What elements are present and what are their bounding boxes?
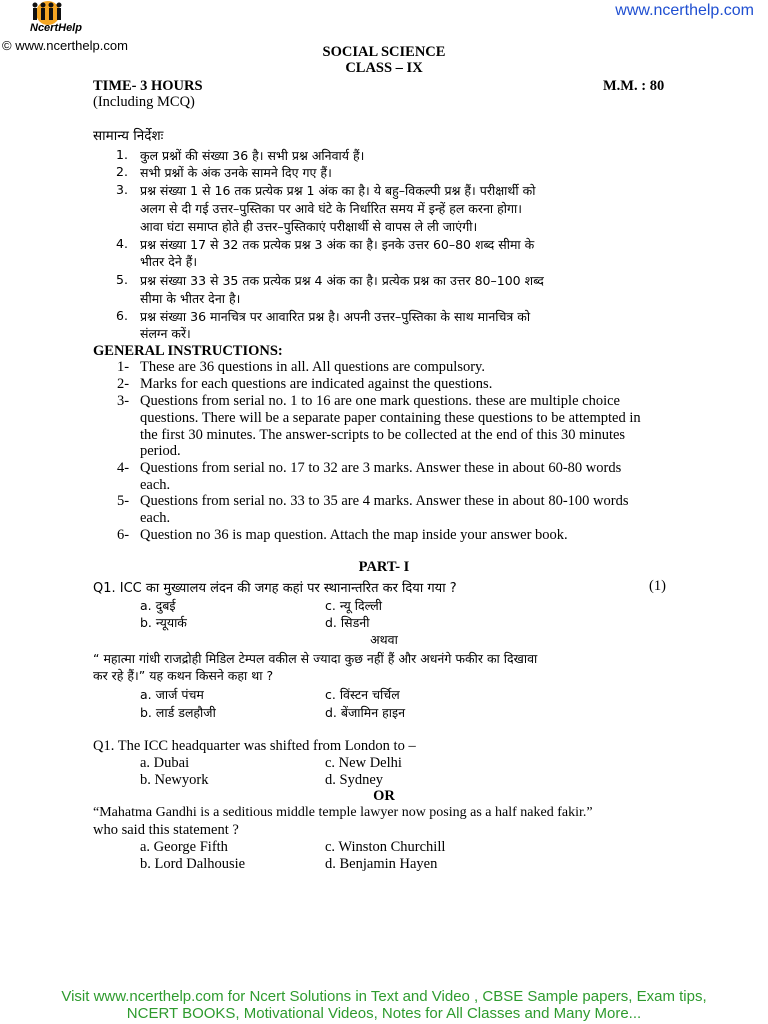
hindi-item-3-line: अलग से दी गई उत्तर–पुस्तिका पर आवे घंटे के निर्धारित समय में इन्हें हल करना होगा।: [140, 201, 523, 216]
q1-english-alt-line1: “Mahatma Gandhi is a seditious middle temple lawyer now posing as a half naked fakir.”: [93, 805, 593, 820]
max-marks: M.M. : 80: [603, 78, 665, 94]
site-logo[interactable]: [8, 0, 118, 40]
hindi-item-5-line: प्रश्न संख्या 33 से 35 तक प्रत्येक प्रश्न 4 अंक का है। प्रत्येक प्रश्न का उत्तर 80–100 शब्द: [140, 273, 544, 288]
q1-english-opt-c: c. New Delhi: [325, 755, 402, 771]
q1-english-or: OR: [373, 788, 395, 804]
class-title: CLASS – IX: [345, 60, 423, 76]
q1-english-alt-line2: who said this statement ?: [93, 822, 239, 838]
q1-hindi-opt-a: a. दुबई: [140, 598, 176, 613]
hindi-item-6-num: 6.: [116, 308, 128, 323]
general-item-3-line: period.: [140, 443, 181, 459]
general-item-3-line: the first 30 minutes. The answer-scripts to be collected at the end of this 30 minutes: [140, 427, 626, 443]
part-heading: PART- I: [358, 559, 410, 575]
q1-hindi-or: अथवा: [370, 632, 398, 647]
hindi-item-6-line: प्रश्न संख्या 36 मानचित्र पर आवारित प्रश्न है। अपनी उत्तर–पुस्तिका के साथ मानचित्र को: [140, 309, 531, 324]
general-instructions-heading: GENERAL INSTRUCTIONS:: [93, 343, 283, 359]
q1-marks: (1): [649, 578, 666, 594]
general-item-3-num: 3-: [117, 393, 130, 409]
site-link-left[interactable]: © www.ncerthelp.com: [2, 38, 128, 53]
q1-english-alt-opt-b: b. Lord Dalhousie: [140, 856, 246, 872]
logo-text: NcertHelp: [30, 22, 82, 34]
footer-line-2[interactable]: NCERT BOOKS, Motivational Videos, Notes for All Classes and Many More...: [126, 1005, 642, 1022]
time-label: TIME- 3 HOURS: [93, 78, 203, 94]
footer-line-1[interactable]: Visit www.ncerthelp.com for Ncert Solutions in Text and Video , CBSE Sample papers, Exam tips,: [61, 988, 707, 1005]
q1-hindi-alt-opt-c: c. विंस्टन चर्चिल: [325, 687, 400, 702]
q1-hindi-alt-opt-a: a. जार्ज पंचम: [140, 687, 204, 702]
q1-hindi-alt-opt-b: b. लार्ड डलहौजी: [140, 705, 216, 720]
hindi-item-6-line: संलग्न करें।: [140, 326, 191, 341]
general-item-1-num: 1-: [117, 359, 130, 375]
q1-hindi-question: Q1. ICC का मुख्यालय लंदन की जगह कहां पर स्थानान्तरित कर दिया गया ?: [93, 581, 457, 596]
general-item-4-line: Questions from serial no. 17 to 32 are 3 marks. Answer these in about 60-80 words: [140, 460, 622, 476]
hindi-item-3-num: 3.: [116, 182, 128, 197]
q1-english-opt-a: a. Dubai: [140, 755, 190, 771]
general-item-5-line: each.: [140, 510, 171, 526]
general-item-4-num: 4-: [117, 460, 130, 476]
hindi-item-4-line: भीतर देने हैं।: [140, 254, 198, 269]
q1-hindi-opt-c: c. न्यू दिल्ली: [325, 598, 382, 613]
subject-title: SOCIAL SCIENCE: [322, 44, 446, 60]
q1-hindi-opt-b: b. न्यूयार्क: [140, 615, 187, 630]
q1-hindi-alt-opt-d: d. बेंजामिन हाइन: [325, 705, 406, 720]
q1-english-alt-opt-a: a. George Fifth: [140, 839, 228, 855]
q1-hindi-alt-line2: कर रहे हैं।” यह कथन किसने कहा था ?: [93, 668, 274, 683]
general-item-3-line: questions. There will be a separate paper containing these questions to be attempted in: [140, 410, 641, 426]
hindi-item-5-num: 5.: [116, 272, 128, 287]
mcq-note: (Including MCQ): [93, 94, 195, 110]
site-link-top[interactable]: www.ncerthelp.com: [615, 2, 754, 19]
hindi-item-4-num: 4.: [116, 236, 128, 251]
hindi-item-1-num: 1.: [116, 147, 128, 162]
general-item-4-line: each.: [140, 477, 171, 493]
q1-hindi-opt-d: d. सिडनी: [325, 615, 370, 630]
general-item-5-num: 5-: [117, 493, 130, 509]
hindi-item-3-line: आवा घंटा समाप्त होते ही उत्तर–पुस्तिकाएं परीक्षार्थी से वापस ले ली जाएंगी।: [140, 219, 478, 234]
general-item-1-line: These are 36 questions in all. All questions are compulsory.: [140, 359, 485, 375]
hindi-instructions-heading: सामान्य निर्देशः: [93, 128, 164, 144]
q1-english-alt-opt-c: c. Winston Churchill: [325, 839, 446, 855]
hindi-item-5-line: सीमा के भीतर देना है।: [140, 291, 241, 306]
q1-hindi-alt-line1: “ महात्मा गांधी राजद्रोही मिडिल टेम्पल वकील से ज्यादा कुछ नहीं हैं और अधनंगे फकीर का दिखावा: [93, 651, 538, 666]
q1-english-question: Q1. The ICC headquarter was shifted from London to –: [93, 738, 416, 754]
logo-graphic: [8, 0, 118, 40]
hindi-item-3-line: प्रश्न संख्या 1 से 16 तक प्रत्येक प्रश्न 1 अंक का है। ये बहु–विकल्पी प्रश्न हैं। परीक्षार्थी को: [140, 183, 536, 198]
general-item-6-line: Question no 36 is map question. Attach the map inside your answer book.: [140, 527, 568, 543]
q1-english-opt-d: d. Sydney: [325, 772, 383, 788]
q1-english-alt-opt-d: d. Benjamin Hayen: [325, 856, 438, 872]
general-item-2-num: 2-: [117, 376, 130, 392]
general-item-2-line: Marks for each questions are indicated against the questions.: [140, 376, 493, 392]
general-item-3-line: Questions from serial no. 1 to 16 are one mark questions. these are multiple choice: [140, 393, 620, 409]
hindi-item-2-num: 2.: [116, 164, 128, 179]
q1-english-opt-b: b. Newyork: [140, 772, 209, 788]
general-item-5-line: Questions from serial no. 33 to 35 are 4 marks. Answer these in about 80-100 words: [140, 493, 629, 509]
hindi-item-1-line: कुल प्रश्नों की संख्या 36 है। सभी प्रश्न अनिवार्य हैं।: [140, 148, 365, 163]
hindi-item-4-line: प्रश्न संख्या 17 से 32 तक प्रत्येक प्रश्न 3 अंक का है। इनके उत्तर 60–80 शब्द सीमा के: [140, 237, 535, 252]
general-item-6-num: 6-: [117, 527, 130, 543]
hindi-item-2-line: सभी प्रश्नों के अंक उनके सामने दिए गए हैं।: [140, 165, 332, 180]
